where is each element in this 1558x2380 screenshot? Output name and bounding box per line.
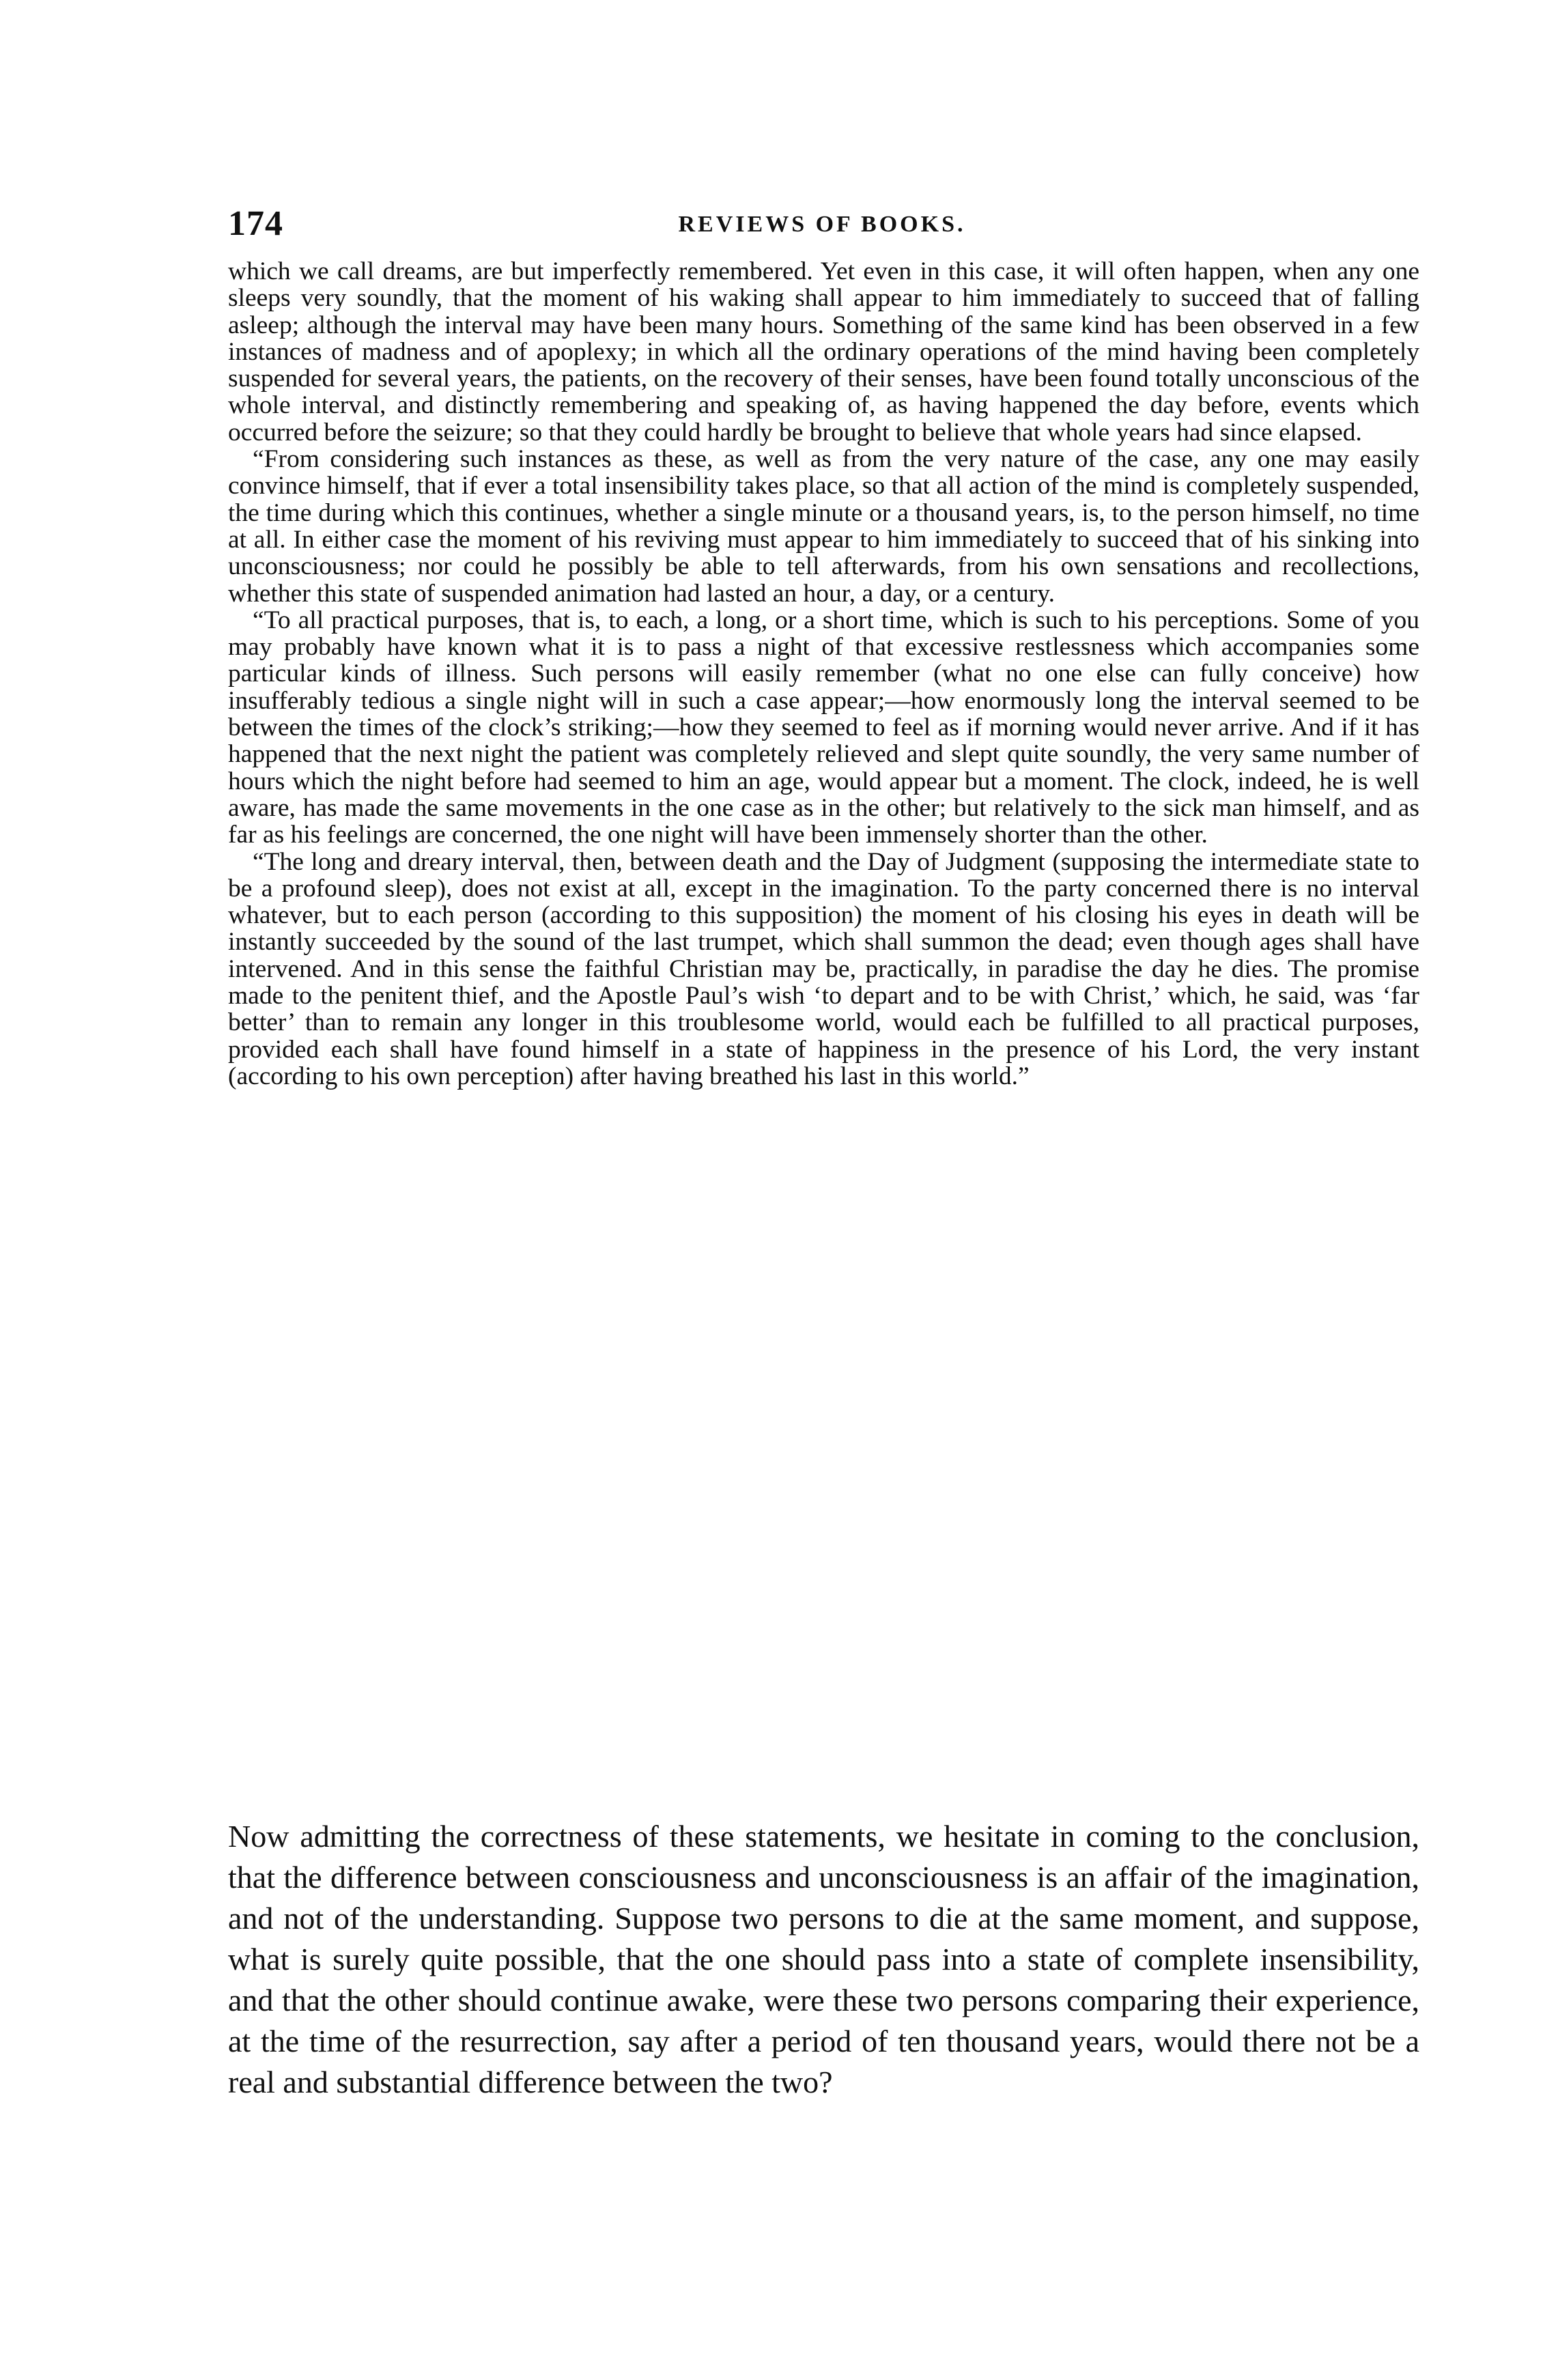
- page-number: 174: [228, 204, 283, 243]
- quote-paragraph-1: which we call dreams, are but imperfectly remembered. Yet even in this case, it will often happen, when any one sleeps very soundly, that the moment of his waking shall appear to him immediately to succeed that of falling asleep; although the interval may have been many hours. Something of the same kind has been observed in a few instances of madness and of apoplexy; in which all the ordinary operations of the mind having been completely suspended for several years, the patients, on the recovery of their senses, have been found totally unconscious of the whole interval, and distinctly remembering and speaking of, as having happened the day before, events which occurred before the seizure; so that they could hardly be brought to believe that whole years had since elapsed.: [228, 257, 1419, 447]
- running-head: REVIEWS OF BOOKS.: [678, 212, 966, 237]
- quote-paragraph-3: “To all practical purposes, that is, to each, a long, or a short time, which is such to his perceptions. Some of you may probably have known what it is to pass a night of that excessive restlessness which accompanies some particular kinds of illness. Such persons will easily remember (what no one else can fully conceive) how insufferably tedious a single night will in such a case appear;—how enormously long the interval seemed to be between the times of the clock’s striking;—how they seemed to feel as if morning would never arrive. And if it has happened that the next night the patient was completely relieved and slept quite soundly, the very same number of hours which the night before had seemed to him an age, would appear but a moment. The clock, indeed, he is well aware, has made the same movements in the one case as in the other; but relatively to the sick man himself, and as far as his feelings are concerned, the one night will have been immensely shorter than the other.: [228, 606, 1419, 849]
- quote-paragraph-2: “From considering such instances as these, as well as from the very nature of the case, any one may easily convince himself, that if ever a total insensibility takes place, so that all action of the mind is completely suspended, the time during which this continues, whether a single minute or a thousand years, is, to the person himself, no time at all. In either case the moment of his reviving must appear to him immediately to succeed that of his sinking into unconsciousness; nor could he possibly be able to tell afterwards, from his own sensations and recollections, whether this state of suspended animation had lasted an hour, a day, or a century.: [228, 445, 1419, 608]
- commentary-paragraph: Now admitting the correctness of these statements, we hesitate in coming to the conclusion, that the difference between consciousness and unconsciousness is an affair of the imagination, and not of the understanding. Suppose two persons to die at the same moment, and suppose, what is surely quite possible, that the one should pass into a state of complete insensibility, and that the other should continue awake, were these two persons comparing their experience, at the time of the resurrection, say after a period of ten thousand years, would there not be a real and substantial difference between the two?: [228, 1819, 1419, 2099]
- quote-paragraph-4: “The long and dreary interval, then, between death and the Day of Judgment (supposing the intermediate state to be a profound sleep), does not exist at all, except in the imagination. To the party concerned there is no interval whatever, but to each person (according to this supposition) the moment of his closing his eyes in death will be instantly succeeded by the sound of the last trumpet, which shall summon the dead; even though ages shall have intervened. And in this sense the faithful Christian may be, practically, in paradise the day he dies. The promise made to the penitent thief, and the Apostle Paul’s wish ‘to depart and to be with Christ,’ which, he said, was ‘far better’ than to remain any longer in this troublesome world, would each be fulfilled to all practical purposes, provided each shall have found himself in a state of happiness in the presence of his Lord, the very instant (according to his own perception) after having breathed his last in this world.”: [228, 847, 1419, 1090]
- reviewer-commentary: [228, 1816, 1419, 2103]
- page-header: [228, 203, 1416, 251]
- quoted-passage: [228, 258, 1419, 1090]
